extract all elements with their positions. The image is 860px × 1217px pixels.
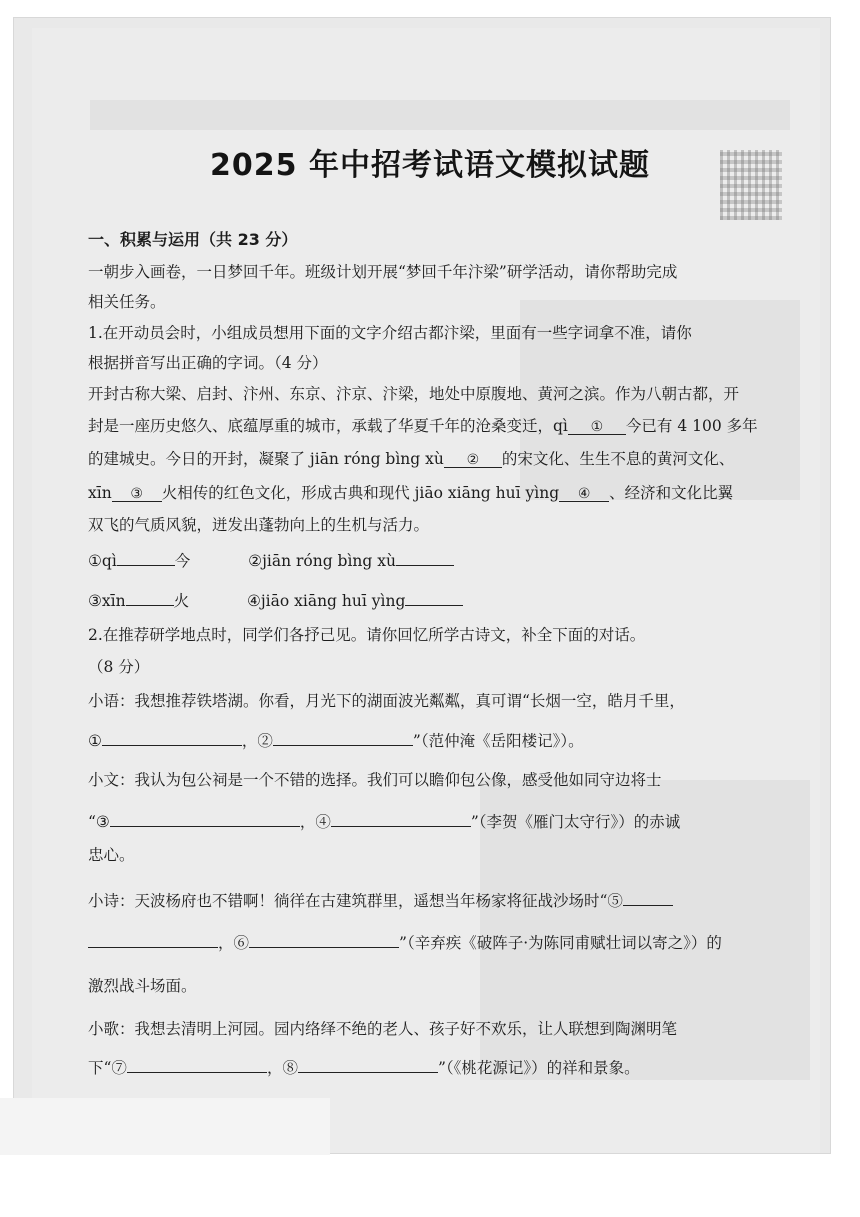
page-title: 2025 年中招考试语文模拟试题: [210, 148, 650, 183]
passage-line: 双飞的气质风貌，迸发出蓬勃向上的生机与活力。: [88, 516, 430, 534]
dialogue-line: 下“⑦ ，⑧ ”（《桃花源记》）的祥和景象。: [88, 1059, 640, 1077]
poem-blank-8[interactable]: [298, 1058, 438, 1073]
poem-blank-5-cont[interactable]: [88, 933, 218, 948]
blank-1[interactable]: ①: [568, 420, 626, 435]
blank-3[interactable]: ③: [112, 487, 162, 502]
dialogue-line: ，⑥ ”（辛弃疾《破阵子·为陈同甫赋壮词以寄之》）的: [88, 933, 808, 953]
dialogue-line: 小语：我想推荐铁塔湖。你看，月光下的湖面波光粼粼，真可谓“长烟一空，皓月千里，: [88, 692, 685, 710]
poem-blank-1[interactable]: [102, 731, 242, 746]
answer-blank-4[interactable]: [405, 591, 463, 606]
passage-line: 开封古称大梁、启封、汴州、东京、汴京、汴梁，地处中原腹地、黄河之滨。作为八朝古都，开: [88, 385, 740, 403]
intro-line: 一朝步入画卷，一日梦回千年。班级计划开展“梦回千年汴梁”研学活动，请你帮助完成: [88, 263, 678, 281]
passage-line: xīn ③ 火相传的红色文化，形成古典和现代 jiāo xiāng huī yìng ④ 、经济和文化比翼: [88, 484, 734, 502]
answer-row: ①qì 今 ②jiān róng bìng xù: [88, 551, 808, 571]
answer-row: ③xīn 火 ④jiāo xiāng huī yìng: [88, 591, 808, 611]
question-stem: 1.在开动员会时，小组成员想用下面的文字介绍古都汴梁，里面有一些字词拿不准，请你: [88, 324, 692, 342]
poem-blank-6[interactable]: [249, 933, 399, 948]
passage-line: 的建城史。今日的开封，凝聚了 jiān róng bìng xù ② 的宋文化、生生不息的黄河文化、: [88, 450, 735, 468]
question-stem: 根据拼音写出正确的字词。（4 分）: [88, 354, 328, 372]
dialogue-line: 小诗：天波杨府也不错啊！徜徉在古建筑群里，遥想当年杨家将征战沙场时“⑤: [88, 891, 808, 911]
dialogue-line: 小文：我认为包公祠是一个不错的选择。我们可以瞻仰包公像，感受他如同守边将士: [88, 771, 662, 789]
intro-line: 相关任务。: [88, 293, 166, 311]
section-heading: 一、积累与运用（共 23 分）: [88, 230, 298, 249]
dialogue-line: 小歌：我想去清明上河园。园内络绎不绝的老人、孩子好不欢乐，让人联想到陶渊明笔: [88, 1020, 678, 1038]
poem-blank-7[interactable]: [127, 1058, 267, 1073]
blank-2[interactable]: ②: [444, 453, 502, 468]
footer-strip: [0, 1098, 330, 1156]
page-margin: [0, 1155, 860, 1217]
question-stem: （8 分）: [88, 658, 150, 676]
poem-blank-4[interactable]: [331, 812, 471, 827]
answer-blank-3[interactable]: [126, 591, 174, 606]
bleed-through: [90, 100, 790, 130]
blank-4[interactable]: ④: [559, 487, 609, 502]
answer-blank-2[interactable]: [396, 551, 454, 566]
poem-blank-2[interactable]: [273, 731, 413, 746]
dialogue-line: 激烈战斗场面。: [88, 977, 197, 995]
poem-blank-3[interactable]: [110, 812, 300, 827]
answer-blank-1[interactable]: [117, 551, 175, 566]
dialogue-line: 忠心。: [88, 846, 135, 864]
passage-line: 封是一座历史悠久、底蕴厚重的城市，承载了华夏千年的沧桑变迁，qì ① 今已有 4 100 多年: [88, 417, 758, 435]
dialogue-line: ① ，② ”（范仲淹《岳阳楼记》）。: [88, 732, 584, 750]
dialogue-line: “③ ，④ ”（李贺《雁门太守行》）的赤诚: [88, 813, 681, 831]
poem-blank-5[interactable]: [623, 891, 673, 906]
question-stem: 2.在推荐研学地点时，同学们各抒己见。请你回忆所学古诗文，补全下面的对话。: [88, 626, 646, 644]
